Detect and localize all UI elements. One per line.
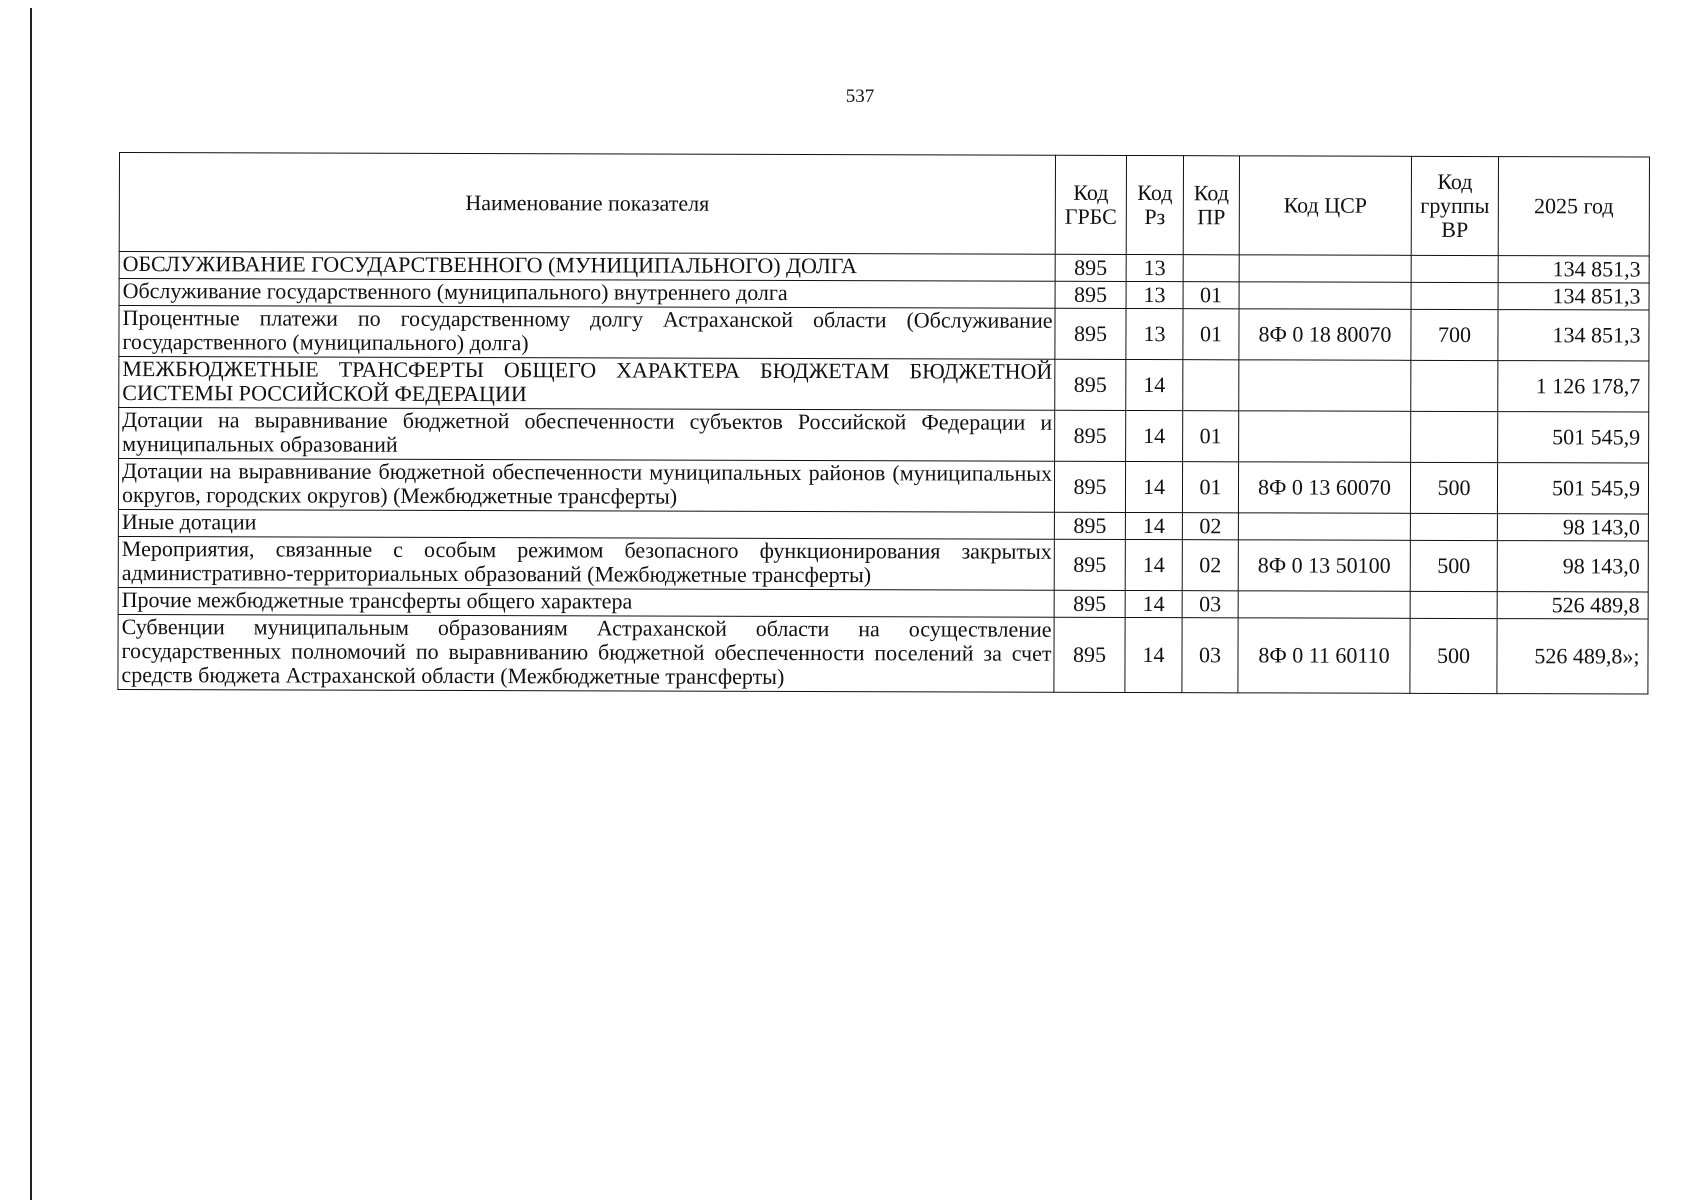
row-csr [1239,255,1411,283]
row-csr [1238,591,1410,619]
row-name: МЕЖБЮДЖЕТНЫЕ ТРАНСФЕРТЫ ОБЩЕГО ХАРАКТЕРА БЮДЖЕТАМ БЮДЖЕТНОЙ СИСТЕМЫ РОССИЙСКОЙ ФЕДЕРАЦИИ [119,357,1055,411]
table-row [118,536,1648,592]
row-grbs: 895 [1055,410,1126,461]
row-pr: 01 [1183,411,1239,462]
row-rz: 13 [1126,254,1183,281]
row-csr [1239,282,1411,310]
header-name: Наименование показателя [119,153,1055,255]
row-rz: 14 [1125,461,1182,512]
row-rz: 14 [1126,359,1183,410]
row-rz: 14 [1125,617,1182,692]
row-name: Обслуживание государственного (муниципального) внутреннего долга [119,279,1055,309]
table-row [119,408,1649,464]
row-value: 501 545,9 [1498,412,1649,463]
row-pr: 02 [1182,513,1238,540]
row-csr: 8Ф 0 11 60110 [1238,618,1410,694]
row-vr: 500 [1410,540,1497,591]
header-rz: Код Рз [1126,155,1183,254]
header-csr: Код ЦСР [1239,156,1411,256]
row-pr: 01 [1183,309,1239,360]
row-csr [1238,513,1410,541]
row-name: Субвенции муниципальным образованиям Астраханской области на осуществление государственных полномочий по выравниванию бюджетной обеспеченности поселений за счет средств бюджета Астраханской области (Межбюджетные трансферты) [118,614,1054,692]
row-value: 1 126 178,7 [1498,361,1649,412]
row-grbs: 895 [1055,359,1126,410]
row-pr: 01 [1182,462,1238,513]
row-rz: 14 [1125,512,1182,539]
row-csr: 8Ф 0 13 60070 [1238,462,1410,514]
row-csr [1239,360,1411,412]
header-year: 2025 год [1498,157,1649,256]
scan-edge-line [30,8,32,1200]
row-grbs: 895 [1054,590,1125,617]
row-value: 526 489,8 [1497,592,1648,619]
row-pr [1183,360,1239,411]
row-name: Дотации на выравнивание бюджетной обеспеченности муниципальных районов (муниципальных округов, городских округов) (Межбюджетные трансферты) [118,459,1054,513]
row-csr [1239,411,1411,463]
row-name: Процентные платежи по государственному долгу Астраханской области (Обслуживание государственного (муниципального) долга) [119,306,1055,360]
table-row [118,459,1648,515]
row-grbs: 895 [1054,461,1125,512]
row-csr: 8Ф 0 13 50100 [1238,540,1410,592]
budget-table-container [117,152,1650,695]
row-value: 134 851,3 [1498,283,1649,310]
row-csr: 8Ф 0 18 80070 [1239,309,1411,361]
header-grbs: Код ГРБС [1055,155,1126,254]
row-value: 98 143,0 [1497,514,1648,541]
row-pr: 03 [1182,618,1238,693]
row-rz: 14 [1125,539,1182,590]
row-vr: 500 [1410,462,1497,513]
row-name: ОБСЛУЖИВАНИЕ ГОСУДАРСТВЕННОГО (МУНИЦИПАЛЬНОГО) ДОЛГА [119,252,1055,282]
row-value: 501 545,9 [1497,463,1648,514]
row-grbs: 895 [1054,512,1125,539]
table-row [118,614,1648,694]
header-pr: Код ПР [1183,156,1239,255]
row-vr [1411,360,1498,411]
row-rz: 13 [1126,281,1183,308]
row-rz: 14 [1125,590,1182,617]
header-vr: Код группы ВР [1411,156,1498,255]
row-rz: 14 [1126,410,1183,461]
row-name: Дотации на выравнивание бюджетной обеспеченности субъектов Российской Федерации и муниципальных образований [119,408,1055,462]
row-vr [1410,513,1497,540]
row-value: 134 851,3 [1498,310,1649,361]
row-grbs: 895 [1055,254,1126,281]
row-name: Прочие межбюджетные трансферты общего характера [118,587,1054,617]
budget-table [117,152,1650,695]
row-name: Иные дотации [118,509,1054,539]
table-row [119,357,1649,413]
row-rz: 13 [1126,308,1183,359]
row-vr [1411,255,1498,282]
row-grbs: 895 [1054,617,1125,692]
row-vr [1410,591,1497,618]
row-value: 526 489,8»; [1497,619,1648,694]
row-name: Мероприятия, связанные с особым режимом безопасного функционирования закрытых административно-территориальных образований (Межбюджетные трансферты) [118,536,1054,590]
row-pr: 03 [1182,591,1238,618]
row-value: 98 143,0 [1497,541,1648,592]
row-grbs: 895 [1055,281,1126,308]
row-pr [1183,255,1239,282]
table-row [119,306,1649,362]
page-number: 537 [845,86,875,107]
row-grbs: 895 [1055,308,1126,359]
row-grbs: 895 [1054,539,1125,590]
row-pr: 01 [1183,282,1239,309]
row-value: 134 851,3 [1498,256,1649,283]
row-vr [1411,411,1498,462]
row-vr [1411,282,1498,309]
table-header-row [119,153,1649,257]
row-vr: 500 [1410,618,1497,693]
row-vr: 700 [1411,309,1498,360]
row-pr: 02 [1182,540,1238,591]
